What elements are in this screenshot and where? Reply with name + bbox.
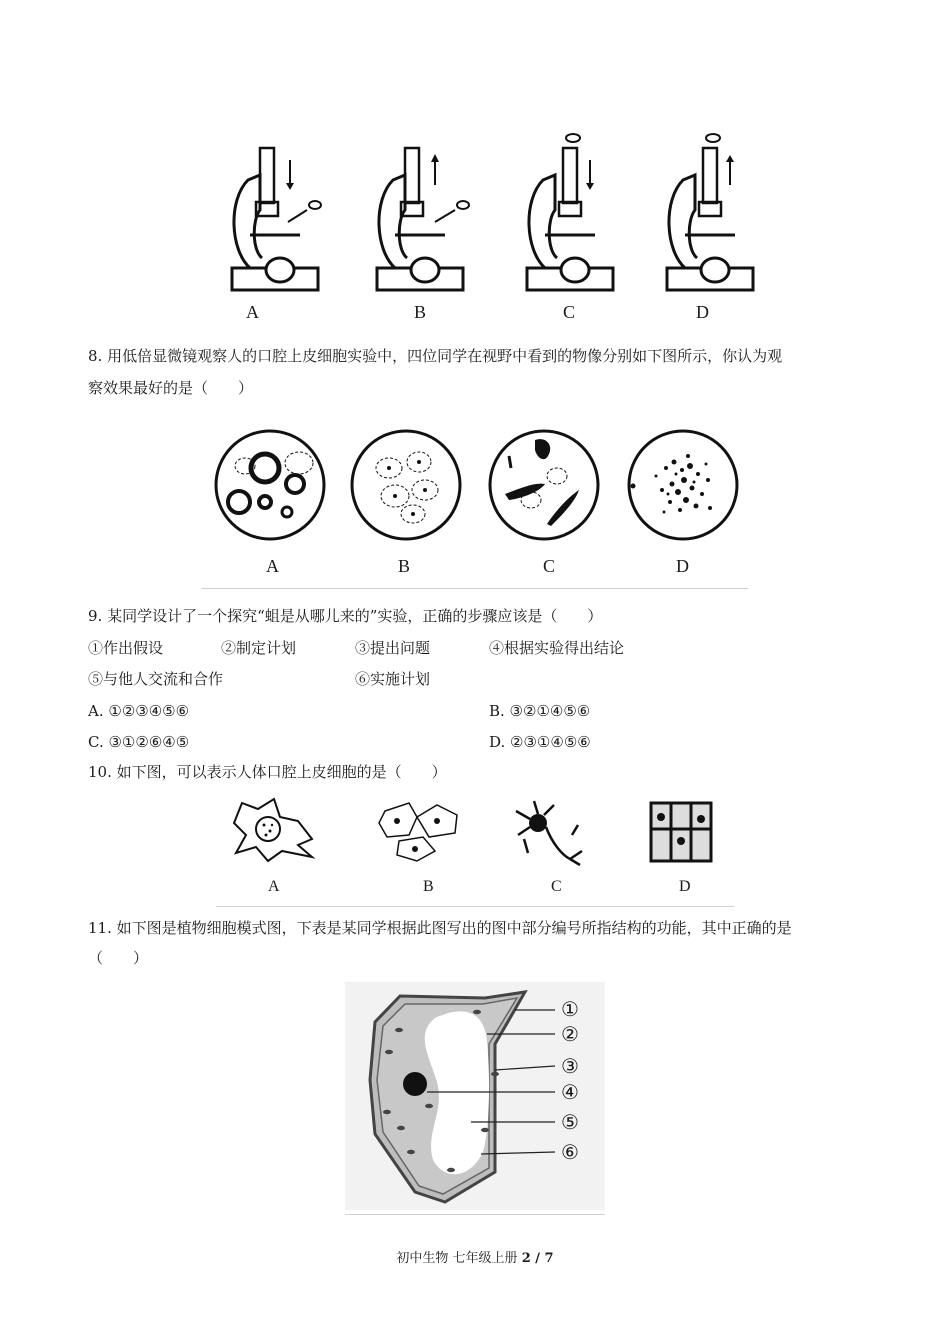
q7-label-c: C [563, 302, 576, 322]
q9-step-5: ⑤与他人交流和合作 [88, 670, 224, 688]
q8-question-line2: 察效果最好的是（ ） [88, 379, 254, 397]
q10-figure-divider [216, 906, 734, 907]
q9-step-2: ②制定计划 [221, 639, 297, 657]
q11-question-line2: （ ） [88, 949, 149, 967]
field-of-view-d-image [626, 428, 740, 542]
q9-option-d[interactable]: D. ②③①④⑤⑥ [489, 733, 591, 751]
microscope-b-image [365, 140, 485, 300]
q10-question: 10. 如下图，可以表示人体口腔上皮细胞的是（ ） [88, 763, 447, 781]
cell-b-image [373, 797, 465, 863]
q10-label-d: D [679, 878, 691, 895]
q8-label-b: B [398, 556, 411, 576]
microscope-c-image [515, 130, 635, 300]
q9-step-3: ③提出问题 [355, 639, 431, 657]
q9-question: 9. 某同学设计了一个探究“蛆是从哪儿来的”实验，正确的步骤应该是（ ） [88, 607, 603, 625]
q10-label-b: B [423, 878, 434, 895]
q10-label-a: A [268, 878, 280, 895]
footer-title: 初中生物 七年级上册 [396, 1251, 522, 1266]
field-of-view-c-image [487, 428, 601, 542]
q9-step-1: ①作出假设 [88, 639, 164, 657]
field-of-view-b-image [349, 428, 463, 542]
q9-option-a[interactable]: A. ①②③④⑤⑥ [88, 702, 190, 720]
q9-option-c[interactable]: C. ③①②⑥④⑤ [88, 733, 190, 751]
q8-figure-divider [202, 588, 748, 589]
q9-step-6: ⑥实施计划 [355, 670, 431, 688]
q8-label-d: D [676, 556, 689, 576]
q8-question-line1: 8. 用低倍显微镜观察人的口腔上皮细胞实验中，四位同学在视野中看到的物像分别如下图所示，你认为观 [88, 347, 783, 365]
cell-d-image [645, 797, 717, 865]
field-of-view-a-image [213, 428, 327, 542]
cell-a-image [228, 795, 320, 865]
q7-label-d: D [696, 302, 709, 322]
q8-label-a: A [266, 556, 279, 576]
q8-label-c: C [543, 556, 556, 576]
q7-label-a: A [246, 302, 259, 322]
marker-4: ④ [561, 1080, 579, 1104]
marker-3: ③ [561, 1054, 579, 1078]
q10-label-c: C [551, 878, 562, 895]
q9-step-4: ④根据实验得出结论 [489, 639, 625, 657]
q11-figure-divider [345, 1214, 605, 1215]
page-number: 2 / 7 [521, 1251, 554, 1266]
marker-6: ⑥ [561, 1140, 579, 1164]
marker-1: ① [561, 997, 579, 1021]
cell-c-image [510, 797, 590, 867]
q7-label-b: B [414, 302, 427, 322]
q11-question-line1: 11. 如下图是植物细胞模式图，下表是某同学根据此图写出的图中部分编号所指结构的功能，其中正确的是 [88, 919, 792, 937]
marker-5: ⑤ [561, 1110, 579, 1134]
page-footer [0, 1247, 950, 1266]
microscope-d-image [655, 130, 775, 300]
microscope-a-image [210, 140, 330, 300]
q9-option-b[interactable]: B. ③②①④⑤⑥ [489, 702, 591, 720]
marker-2: ② [561, 1022, 579, 1046]
